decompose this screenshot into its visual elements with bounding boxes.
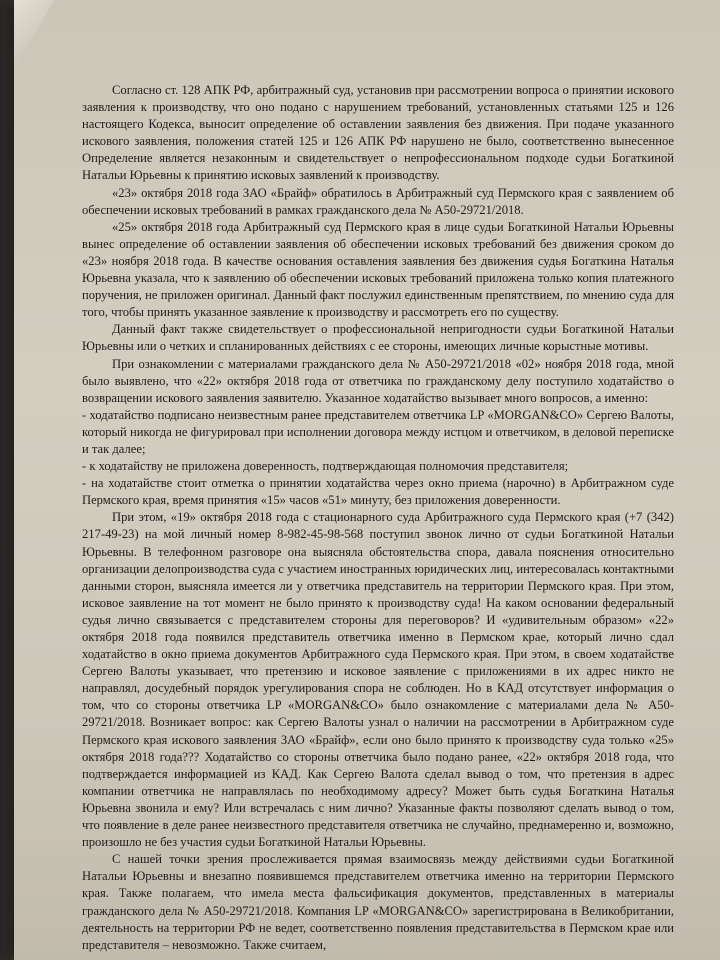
- paragraph-art128: Согласно ст. 128 АПК РФ, арбитражный суд, установив при рассмотрении вопроса о принятии искового заявления к производству, что оно подано с нарушением требований, установленных статьями 125 и 126 настоящего Кодекса, выносит определение об оставлении заявления без движения. При подаче указанного искового заявления, положения статей 125 и 126 АПК РФ нарушено не было, соответственно вынесенное Определение является незаконным и свидетельствует о непрофессиональном подходе судьи Богаткиной Натальи Юрьевны к принятию исковых заявлений к производству.: [82, 83, 674, 183]
- paragraph-review: При ознакомлении с материалами гражданского дела № А50-29721/2018 «02» ноября 2018 года, мной было выявлено, что «22» октября 2018 года от ответчика по гражданскому делу поступило ходатайство о возвращении искового заявления заявителю. Указанное ходатайство вызывает много вопросов, а именно:: [82, 356, 674, 405]
- document-body: [82, 82, 674, 954]
- paragraph-call: При этом, «19» октября 2018 года с стационарного суда Арбитражного суда Пермского края (+7 (342) 217-49-23) на мой личный номер 8-982-45-98-568 поступил звонок лично от судьи Богаткиной Натальи Юрьевны. В телефонном разговоре она выясняла обстоятельства спора, давала пояснения относительно организации делопроизводства суда с участием иностранных юридических лиц, интересовалась контактными данными сторон, выясняла имеется ли у ответчика представитель на территории Пермского края. При этом, исковое заявление на тот момент не было принято к производству суда! На каком основании федеральный судья лично связывается с представителем стороны для переговоров? И «удивительным образом» «22» октября 2018 года появился представитель ответчика именно в Пермском крае, который лично сдал ходатайство в окно приема документов Арбитражного суда Пермского края. При этом, в своем ходатайстве Сергею Валоты указывает, что претензию и исковое заявление с приложениями в их адрес никто не направлял, досудебный порядок урегулирования спора не соблюден. Но в КАД отсутствует информация о том, что со стороны ответчика LP «MORGAN&CO» было ознакомление с материалами дела № А50-29721/2018. Возникает вопрос: как Сергею Валоты узнал о наличии на рассмотрении в Арбитражном суде Пермского края искового заявления ЗАО «Брайф», если оно было принято к производству суда только «25» октября 2018 года??? Ходатайство со стороны ответчика было подано ранее, «22» октября 2018 года, что подтверждается информацией из КАД. Как Сергею Валота сделал вывод о том, что претензия в адрес компании ответчика не направлялась по необходимому адресу? Может быть судья Богаткина Наталья Юрьевна звонила и ему? Или встречалась с ним лично? Указанные факты позволяют сделать вывод о том, что появление в деле ранее неизвестного представителя ответчика не случайно, преднамеренно и, возможно, произошло не без участия судьи Богаткиной Натальи Юрьевны.: [82, 510, 674, 850]
- paragraph-professional: Данный факт также свидетельствует о профессиональной непригодности судьи Богаткиной Натальи Юрьевны или о четких и спланированных действиях с ее стороны, имеющих личные корыстные мотивы.: [82, 322, 674, 354]
- paragraph-oct25: «25» октября 2018 года Арбитражный суд Пермского края в лице судьи Богаткиной Натальи Юрьевны вынес определение об оставлении заявления об обеспечении исковых требований без движения сроком до «23» ноября 2018 года. В качестве основания оставления заявления без движения судья Богаткина Наталья Юрьевна указала, что к заявлению об обеспечении исковых требований приложена только копия платежного поручения, не приложен оригинал. Данный факт послужил единственным препятствием, по мнению суда для того, чтобы принять указанное заявление к производству и рассмотреть его по существу.: [82, 219, 674, 320]
- list-item-mark: - на ходатайстве стоит отметка о принятии ходатайства через окно приема (нарочно) в Арбитражном суде Пермского края, время принятия «15» часов «51» минуту, без приложения доверенности.: [82, 476, 674, 508]
- list-item-signed: - ходатайство подписано неизвестным ранее представителем ответчика LP «MORGAN&CO» Сергею Валоты, который никогда не фигурировал при исполнении договора между истцом и ответчиком, в деловой переписке и так далее;: [82, 407, 674, 456]
- document-page: [14, 0, 720, 960]
- folded-corner: [14, 0, 54, 70]
- paragraph-oct23: «23» октября 2018 года ЗАО «Брайф» обратилось в Арбитражный суд Пермского края с заявлением об обеспечении исковых требований в рамках гражданского дела № А50-29721/2018.: [82, 185, 674, 217]
- paragraph-connection: С нашей точки зрения прослеживается прямая взаимосвязь между действиями судьи Богаткиной Натальи Юрьевны и внезапно появившемся представителем ответчика именно на территории Пермского края. Также полагаем, что имела места фальсификация документов, представленных в материалы гражданского дела № А50-29721/2018. Компания LP «MORGAN&CO» зарегистрирована в Великобритании, деятельность на территории РФ не ведет, соответственно появления представительства в Пермском крае или представителя – невозможно. Также считаем,: [82, 852, 674, 952]
- list-item-no-power: - к ходатайству не приложена доверенность, подтверждающая полномочия представителя;: [82, 459, 569, 474]
